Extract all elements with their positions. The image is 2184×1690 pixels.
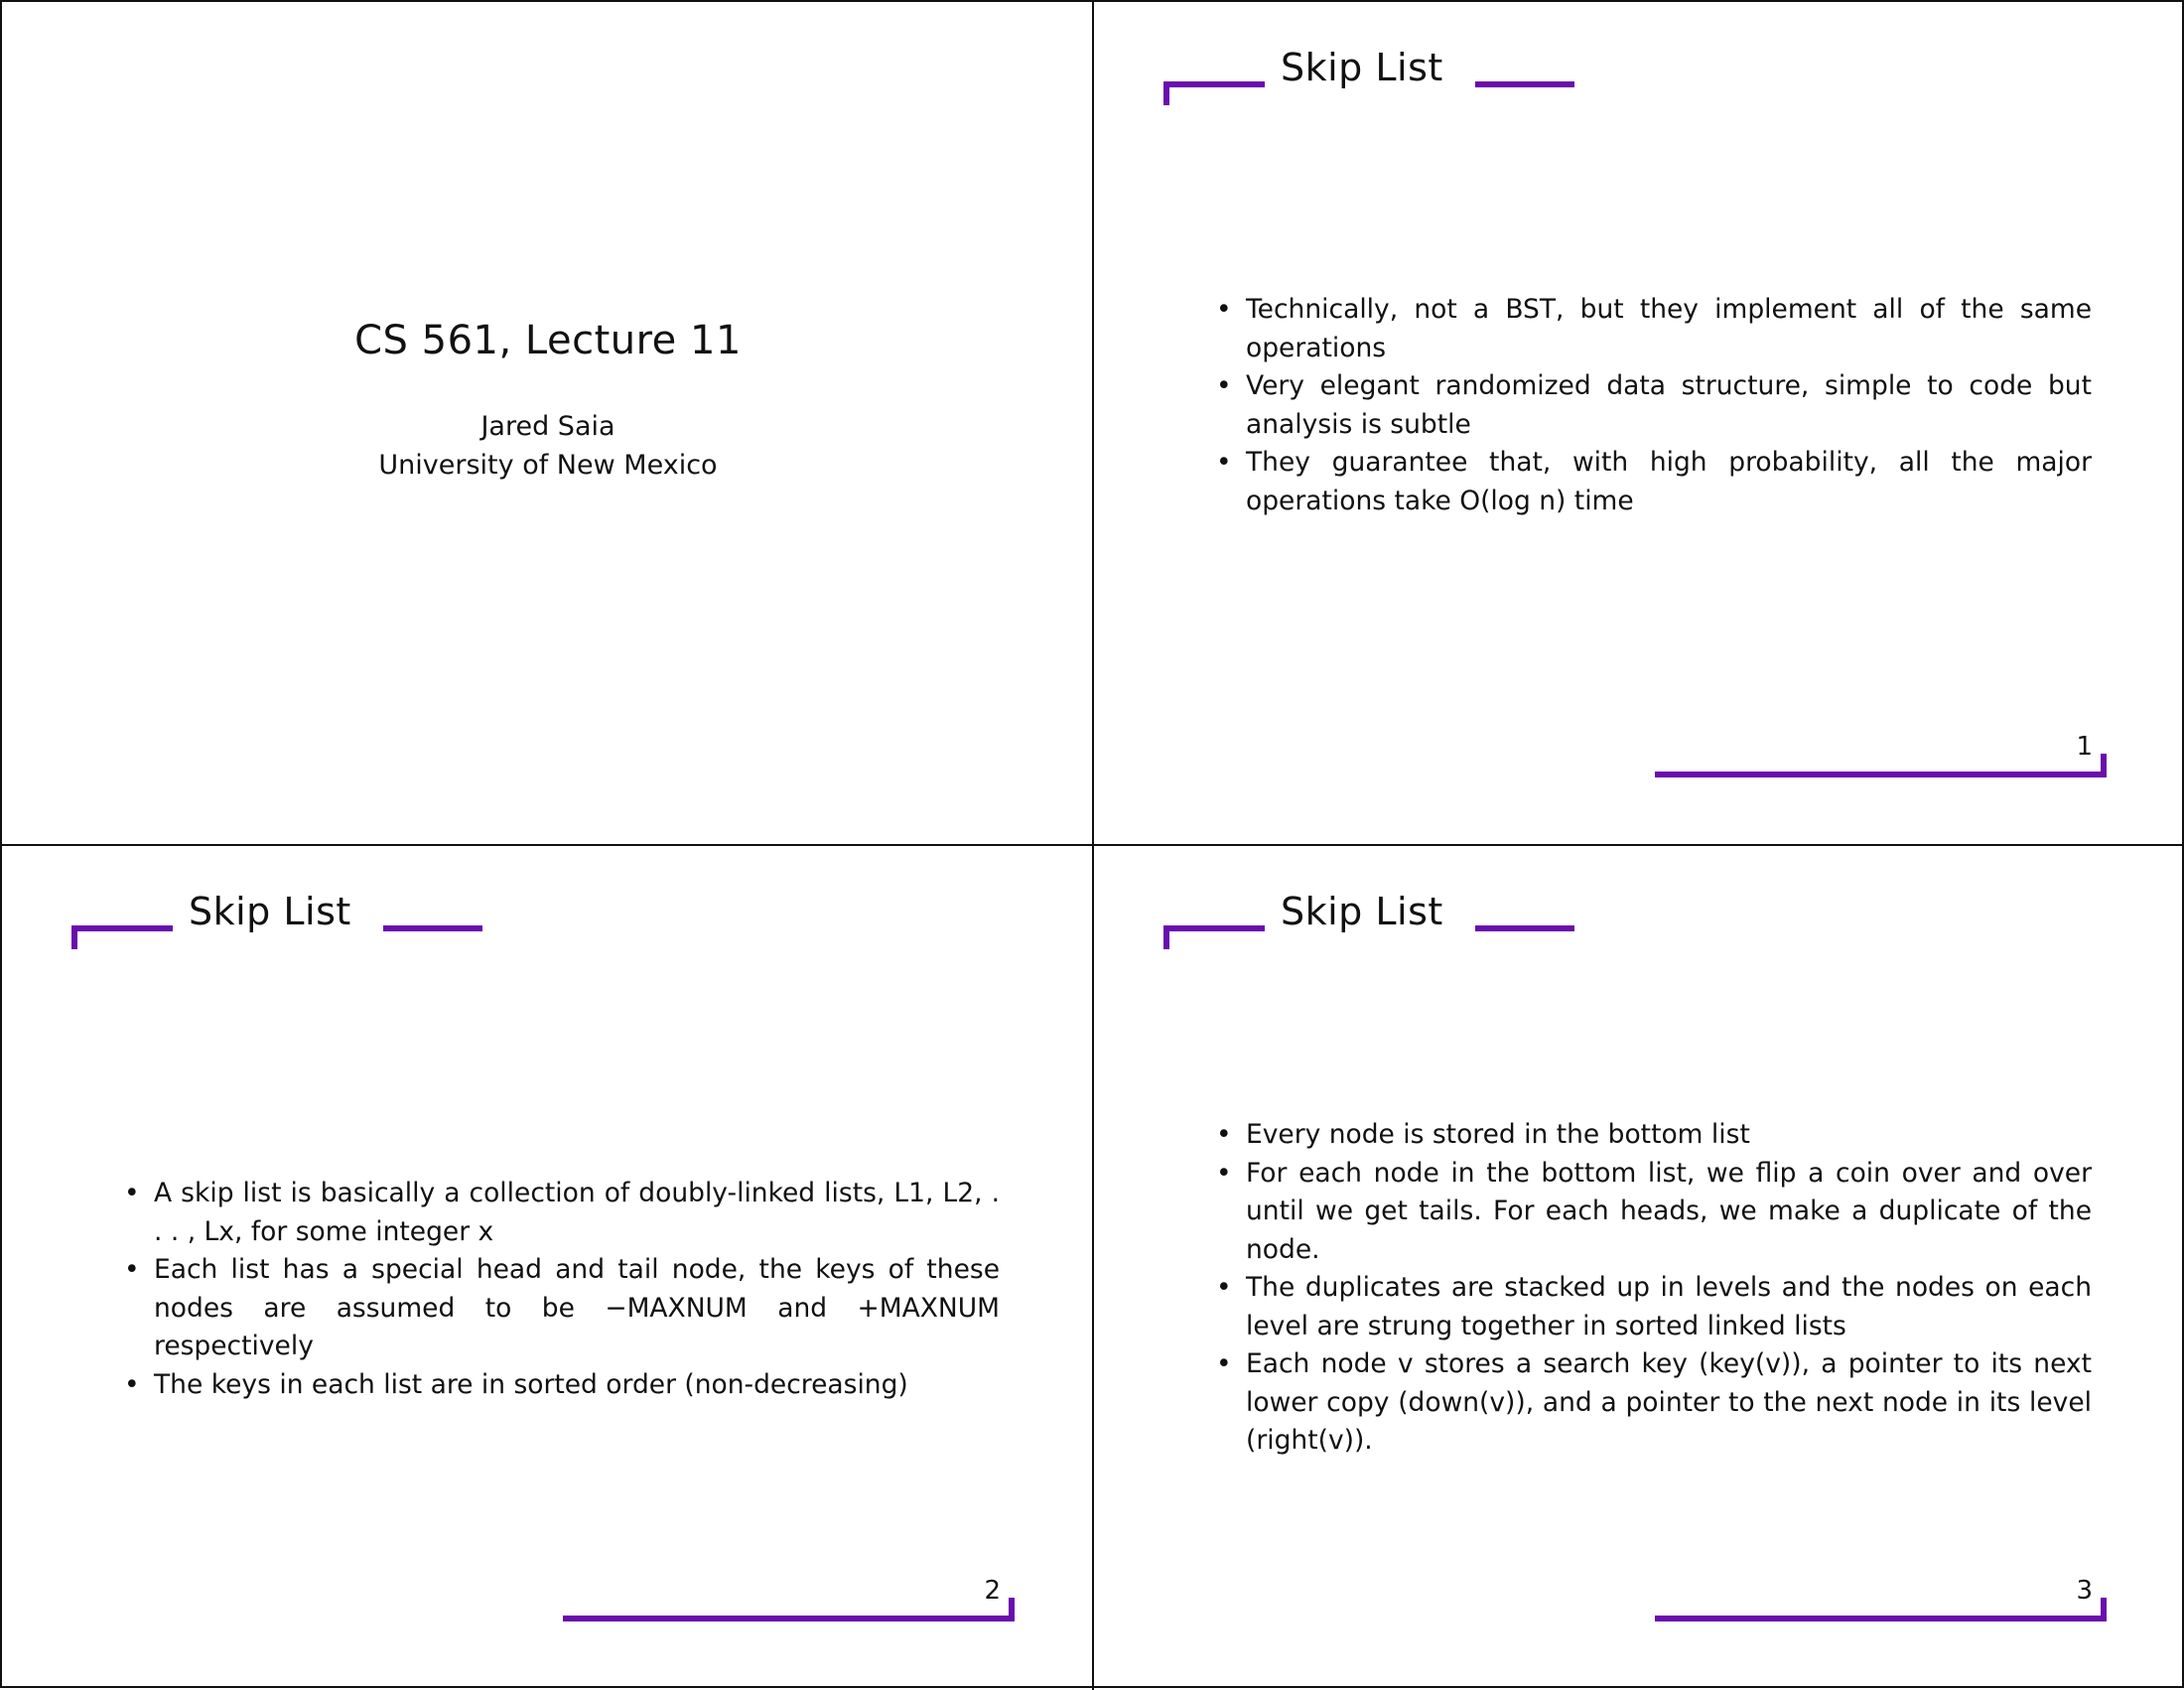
bullet-item: • Each list has a special head and tail node, the keys of these nodes are assumed to be −MAXNUM and +MAXNUM respectively — [124, 1251, 1000, 1366]
cover-content — [2, 2, 1094, 846]
bullet-item: • A skip list is basically a collection of doubly-linked lists, L1, L2, . . . , Lx, for some integer x — [124, 1175, 1000, 1251]
slide-title-bar — [71, 890, 488, 957]
title-bracket-right — [1475, 925, 1574, 931]
bullet-item: • Every node is stored in the bottom list — [1216, 1116, 2092, 1155]
slide-1 — [1094, 2, 2184, 846]
bullet-item: • The keys in each list are in sorted order (non-decreasing) — [124, 1366, 1000, 1405]
bullet-item: • Very elegant randomized data structure, simple to code but analysis is subtle — [1216, 367, 2092, 444]
title-bracket-right — [383, 925, 482, 931]
title-bracket-right — [1475, 81, 1574, 87]
bullet-item: • Technically, not a BST, but they implement all of the same operations — [1216, 291, 2092, 367]
footer-bracket — [1655, 772, 2107, 777]
title-bracket-left — [71, 925, 173, 931]
footer-bracket — [563, 1616, 1015, 1621]
title-bracket-left — [1163, 925, 1265, 931]
slide-footer — [1655, 732, 2107, 781]
lecture-title: CS 561, Lecture 11 — [354, 318, 742, 363]
slide-title-bar — [1163, 890, 1580, 957]
slide-3 — [1094, 846, 2184, 1690]
slide-footer — [1655, 1576, 2107, 1625]
slide-title: Skip List — [1281, 890, 1443, 933]
slide-title: Skip List — [1281, 46, 1443, 89]
slide-title: Skip List — [189, 890, 351, 933]
cover-slide — [2, 2, 1094, 846]
author-name: Jared Saia — [480, 411, 615, 442]
title-bracket-left — [1163, 81, 1265, 87]
slide-2 — [2, 846, 1094, 1690]
page-number: 3 — [2076, 1576, 2093, 1606]
bullet-list — [1216, 1116, 2092, 1461]
page-number: 1 — [2076, 732, 2093, 762]
slide-title-bar — [1163, 46, 1580, 113]
bullet-list — [1216, 291, 2092, 520]
footer-bracket — [1655, 1616, 2107, 1621]
bullet-item: • The duplicates are stacked up in levels and the nodes on each level are strung together in sorted linked lists — [1216, 1269, 2092, 1345]
slide-footer — [563, 1576, 1015, 1625]
page-number: 2 — [984, 1576, 1001, 1606]
bullet-list — [124, 1175, 1000, 1404]
bullet-item: • For each node in the bottom list, we flip a coin over and over until we get tails. For each heads, we make a duplicate of the node. — [1216, 1155, 2092, 1270]
bullet-item: • Each node v stores a search key (key(v)), a pointer to its next lower copy (down(v)), and a pointer to the next node in its level (right(v)). — [1216, 1345, 2092, 1461]
institution-name: University of New Mexico — [378, 450, 718, 481]
bullet-item: • They guarantee that, with high probability, all the major operations take O(log n) time — [1216, 444, 2092, 520]
